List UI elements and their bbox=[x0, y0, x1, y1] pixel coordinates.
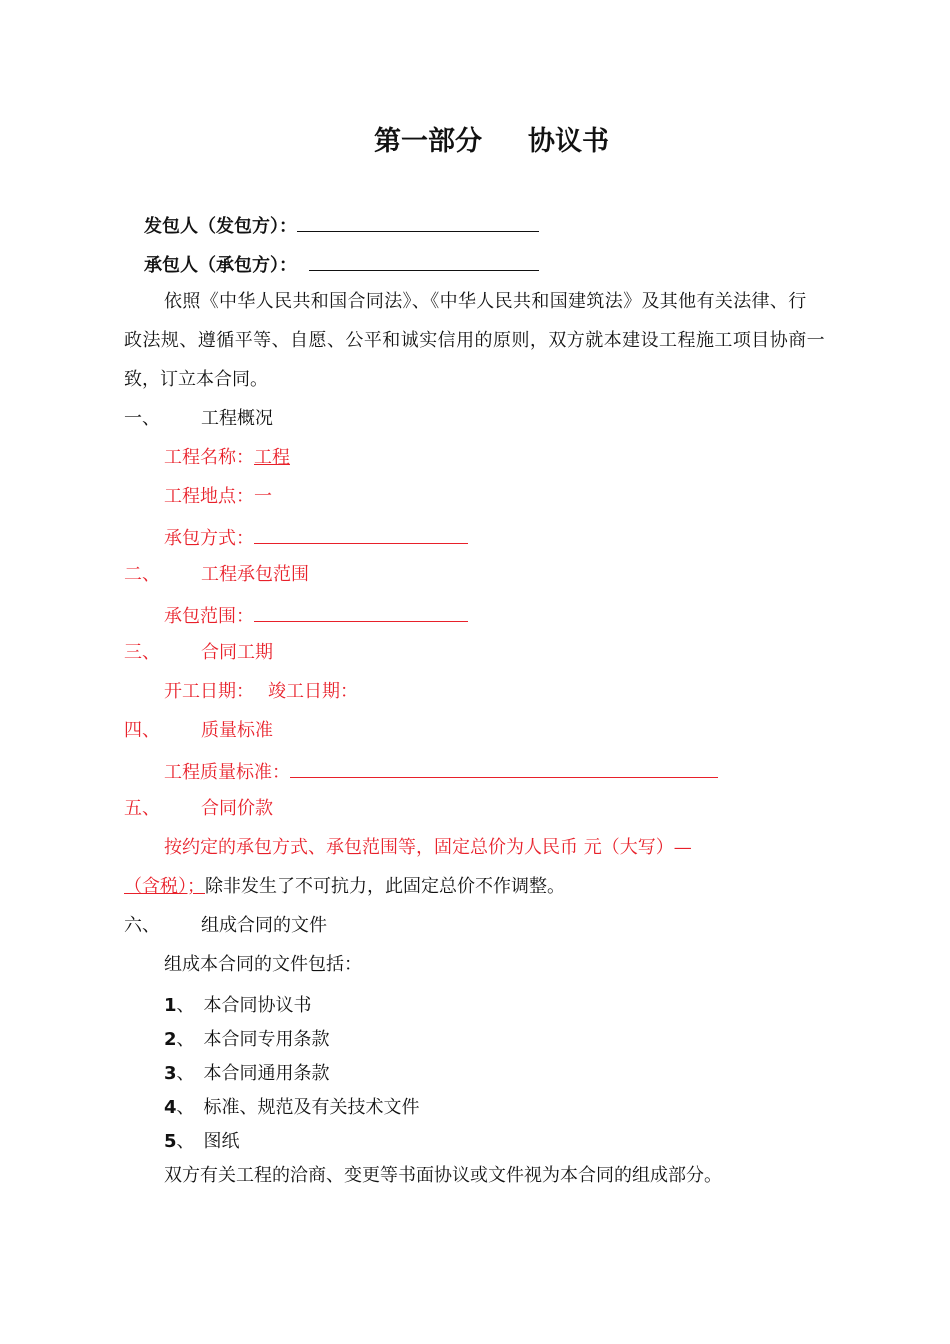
section-3-title: 合同工期 bbox=[201, 642, 273, 663]
section-1-number: 一、 bbox=[124, 408, 160, 429]
scope-label: 承包范围： bbox=[164, 606, 254, 627]
price-line-2 bbox=[124, 874, 565, 900]
project-name-value: 工程 bbox=[254, 447, 290, 468]
contract-method-blank bbox=[254, 523, 468, 544]
project-name-line bbox=[164, 445, 290, 471]
section-2-title: 工程承包范围 bbox=[201, 564, 309, 585]
section-5-number: 五、 bbox=[124, 798, 160, 819]
documents-closing: 双方有关工程的洽商、变更等书面协议或文件视为本合同的组成部分。 bbox=[164, 1165, 722, 1186]
list-item-separator: 、 bbox=[176, 1063, 195, 1084]
list-item bbox=[164, 1027, 330, 1053]
list-item-number: 4 bbox=[164, 1097, 177, 1118]
project-location-value: 一 bbox=[254, 486, 272, 507]
contractor-line bbox=[144, 250, 539, 279]
list-item bbox=[164, 1129, 240, 1155]
intro-line-1: 依照《中华人民共和国合同法》、《中华人民共和国建筑法》及其他有关法律、行 bbox=[164, 291, 807, 312]
title-name: 协议书 bbox=[528, 126, 609, 157]
quality-label: 工程质量标准： bbox=[164, 762, 290, 783]
list-item-separator: 、 bbox=[176, 995, 195, 1016]
contract-method-line bbox=[164, 523, 468, 552]
documents-intro: 组成本合同的文件包括： bbox=[164, 954, 362, 975]
title-part: 第一部分 bbox=[374, 126, 482, 157]
section-2-number: 二、 bbox=[124, 564, 160, 585]
list-item-separator: 、 bbox=[176, 1131, 195, 1152]
start-date-label: 开工日期： bbox=[164, 681, 254, 702]
list-item bbox=[164, 993, 312, 1019]
project-name-label: 工程名称： bbox=[164, 447, 254, 468]
price-adjust-note: 除非发生了不可抗力，此固定总价不作调整。 bbox=[205, 876, 565, 897]
list-item bbox=[164, 1061, 330, 1087]
period-line bbox=[164, 679, 358, 705]
scope-line bbox=[164, 601, 468, 630]
price-tax-note: （含税）； bbox=[124, 876, 205, 897]
list-item-number: 3 bbox=[164, 1063, 177, 1084]
quality-blank bbox=[290, 757, 718, 778]
list-item-text: 本合同协议书 bbox=[203, 995, 312, 1016]
section-4-title: 质量标准 bbox=[201, 720, 273, 741]
intro-line-3: 致，订立本合同。 bbox=[124, 369, 268, 390]
price-line-1: 按约定的承包方式、承包范围等，固定总价为人民币 元（大写）— bbox=[164, 837, 692, 858]
contractor-blank bbox=[309, 250, 539, 271]
contract-method-label: 承包方式： bbox=[164, 528, 254, 549]
scope-blank bbox=[254, 601, 468, 622]
section-4-number: 四、 bbox=[124, 720, 160, 741]
list-item-separator: 、 bbox=[176, 1029, 195, 1050]
list-item-text: 本合同通用条款 bbox=[203, 1063, 330, 1084]
project-location-line bbox=[164, 484, 272, 510]
section-1-title: 工程概况 bbox=[201, 408, 273, 429]
list-item-text: 本合同专用条款 bbox=[203, 1029, 330, 1050]
employer-line bbox=[144, 211, 539, 240]
list-item-number: 2 bbox=[164, 1029, 177, 1050]
intro-line-2: 政法规、遵循平等、自愿、公平和诚实信用的原则，双方就本建设工程施工项目协商一 bbox=[124, 330, 826, 351]
list-item-text: 图纸 bbox=[203, 1131, 240, 1152]
list-item-number: 5 bbox=[164, 1131, 177, 1152]
page-title bbox=[374, 124, 609, 160]
end-date-label: 竣工日期： bbox=[268, 681, 358, 702]
employer-label: 发包人（发包方）： bbox=[144, 216, 297, 237]
section-5-title: 合同价款 bbox=[201, 798, 273, 819]
list-item-separator: 、 bbox=[176, 1097, 195, 1118]
list-item bbox=[164, 1095, 420, 1121]
contractor-label: 承包人（承包方）： bbox=[144, 255, 297, 276]
section-6-number: 六、 bbox=[124, 915, 160, 936]
list-item-text: 标准、规范及有关技术文件 bbox=[203, 1097, 420, 1118]
list-item-number: 1 bbox=[164, 995, 177, 1016]
project-location-label: 工程地点： bbox=[164, 486, 254, 507]
quality-line bbox=[164, 757, 718, 786]
employer-blank bbox=[297, 211, 539, 232]
section-1-heading bbox=[124, 406, 160, 432]
section-6-title: 组成合同的文件 bbox=[201, 915, 327, 936]
section-3-number: 三、 bbox=[124, 642, 160, 663]
